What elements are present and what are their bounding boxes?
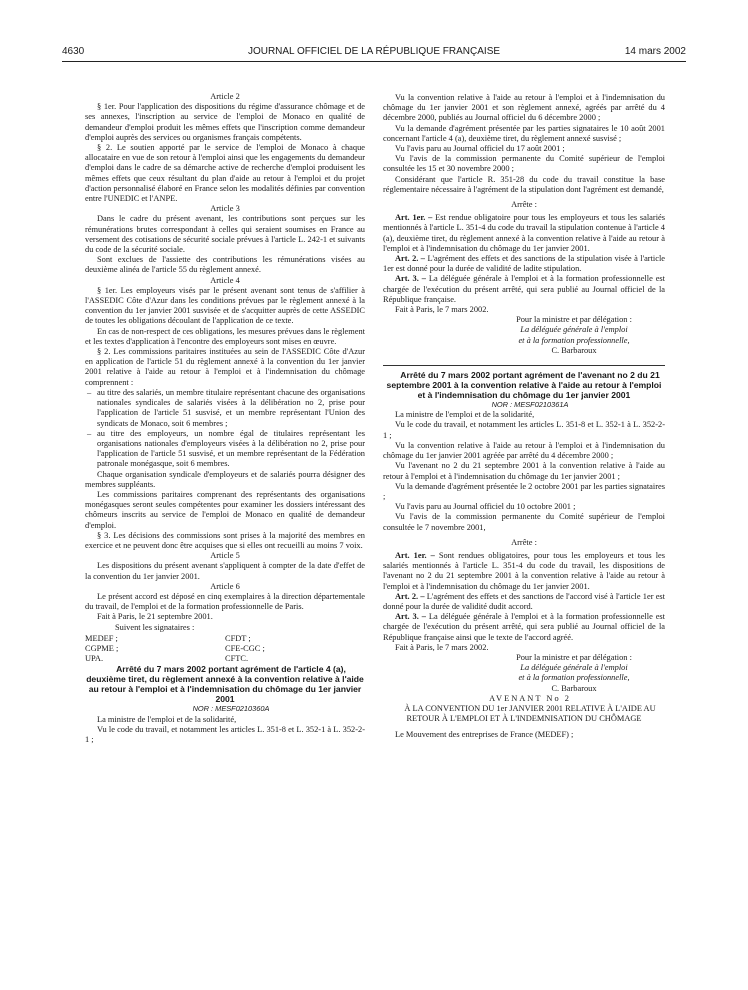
paragraph: Les dispositions du présent avenant s'appliquent à compter de la date d'effet de la convention du 1er janvier 2001. (85, 561, 365, 581)
paragraph: Vu la demande d'agrément présentée par les parties signataires le 10 août 2001 concernant l'article 4 (a), deuxième tiret, du règlement annexé susvisé ; (383, 123, 665, 143)
signatory: CFE-CGC ; (225, 643, 265, 653)
paragraph: Fait à Paris, le 7 mars 2002. (395, 642, 489, 652)
article-paragraph: Art. 3. – La déléguée générale à l'emploi et à la formation professionnelle est chargée de l'exécution du présent arrêté, qui sera publié au Journal officiel de la République française. (383, 274, 665, 304)
arrete-label: Arrête : (511, 200, 537, 210)
paragraph: Le présent accord est déposé en cinq exemplaires à la direction départementale du travail, de l'emploi et de la formation professionnelle de Paris. (85, 591, 365, 612)
paragraph: La ministre de l'emploi et de la solidarité, (97, 714, 237, 724)
list-item: – au titre des employeurs, un nombre égal de titulaires représentant les organisations nationales d'employeurs visées à la délibération no 2, prise pour l'application de l'article 51 susvisé, et un membre représentant de la Fédération patronale monégasque, soit 6 membres. (85, 429, 365, 470)
article-paragraph: Art. 1er. – Est rendue obligatoire pour tous les employeurs et tous les salariés mentionnés à l'article L. 351-4 du code du travail la stipulation contenue à l'article 4 (a), deuxième tiret, du règlement annexé à la convention relative à l'aide au retour à l'emploi et à l'indemnisation du chômage du 1er janvier 2001. (383, 213, 665, 253)
paragraph: Suivent les signataires : (115, 622, 195, 632)
header-rule (62, 61, 686, 62)
paragraph: Vu le code du travail, et notamment les articles L. 351-8 et L. 352-1 à L. 352-2-1 ; (383, 420, 665, 440)
nor-reference: NOR : MESF0210361A (491, 400, 569, 410)
avenant-caption: À LA CONVENTION DU 1er JANVIER 2001 RELATIVE À L'AIDE AU RETOUR À L'EMPLOI ET À L'INDEMNISATION DU CHÔMAGE (404, 703, 656, 724)
paragraph: Vu la demande d'agrément présentée le 2 octobre 2001 par les parties signataires ; (383, 481, 665, 501)
paragraph: Vu l'avis paru au Journal officiel du 17 août 2001 ; (395, 144, 565, 154)
paragraph: § 3. Les décisions des commissions sont prises à la majorité des membres en exercice et ne peuvent donc être acquises que si elles ont recueilli au moins 7 voix. (85, 530, 365, 550)
paragraph: La ministre de l'emploi et de la solidarité, (395, 410, 535, 420)
paragraph: Chaque organisation syndicale d'employeurs et de salariés pourra désigner des membres suppléants. (85, 469, 365, 489)
paragraph: Fait à Paris, le 21 septembre 2001. (97, 612, 213, 622)
paragraph: Vu la convention relative à l'aide au retour à l'emploi et à l'indemnisation du chômage du 1er janvier 2001 agréée par arrêté du 4 décembre 2000 ; (383, 440, 665, 461)
signatory: CFTC. (225, 654, 249, 664)
signatory: MEDEF ; (85, 633, 118, 643)
paragraph: Vu l'avis paru au Journal officiel du 10 octobre 2001 ; (395, 502, 576, 512)
arrete-label: Arrête : (511, 537, 537, 547)
section-rule (383, 365, 665, 366)
paragraph: Fait à Paris, le 7 mars 2002. (395, 305, 489, 315)
signatory: CFDT ; (225, 633, 251, 643)
paragraph: Vu l'avis de la commission permanente du Comité supérieur de l'emploi consultée le 7 novembre 2001, (383, 512, 665, 532)
paragraph: § 1er. Pour l'application des dispositions du régime d'assurance chômage et de ses annexes, l'inscription au service de l'emploi de Monaco en qualité de demandeur d'emploi produit les mêmes effets que l'inscription comme demandeur d'emploi auprès des services ou organismes français compétents. (85, 102, 365, 142)
article-heading: Article 5 (210, 551, 240, 561)
member-list (85, 388, 365, 470)
list-item: – au titre des salariés, un membre titulaire représentant chacune des organisations nationales syndicales de salariés visées à la délibération no 2, prise pour l'application de l'article 51 susvisé, et un membre représentant l'Union des syndicats de Monaco, soit 6 membres ; (85, 388, 365, 429)
paragraph: § 2. Les commissions paritaires instituées au sein de l'ASSEDIC Côte d'Azur en application de l'article 51 du règlement annexé à la convention du 1er janvier 2001 relative à l'aide au retour à l'emploi et à l'indemnisation du chômage comprennent : (85, 347, 365, 387)
article-heading: Article 3 (210, 204, 240, 214)
paragraph: Vu le code du travail, et notamment les articles L. 351-8 et L. 352-1 à L. 352-2-1 ; (85, 724, 365, 744)
decree-title: Arrêté du 7 mars 2002 portant agrément de l'article 4 (a), deuxième tiret, du règlement annexé à la convention relative à l'aide au retour à l'emploi et à l'indemnisation du chômage du 1er janvier 2001 (86, 664, 364, 705)
signatory: CGPME ; (85, 643, 119, 653)
page-header (62, 46, 686, 60)
paragraph: Considérant que l'article R. 351-28 du code du travail constitue la base réglementaire nécessaire à l'agrément de la stipulation dont l'agrément est demandé, (383, 174, 665, 194)
paragraph: Vu l'avis de la commission permanente du Comité supérieur de l'emploi consultée les 15 et 30 novembre 2000 ; (383, 154, 665, 174)
issue-date: 14 mars 2002 (624, 46, 686, 57)
left-column (85, 92, 365, 745)
paragraph: Sont exclues de l'assiette des contributions les rémunérations visées au deuxième alinéa de l'article 55 du règlement annexé. (85, 255, 365, 275)
article-paragraph: Art. 3. – La déléguée générale à l'emploi et à la formation professionnelle est chargée de l'exécution du présent arrêté, qui sera publié au Journal officiel de la République française ainsi que le texte de l'accord agréé. (383, 612, 665, 642)
paragraph: Vu l'avenant no 2 du 21 septembre 2001 à la convention relative à l'aide au retour à l'emploi et à l'indemnisation du chômage du 1er janvier 2001 ; (383, 461, 665, 481)
article-heading: Article 6 (210, 581, 240, 591)
right-column (383, 93, 665, 741)
signature-block: Pour la ministre et par délégation : La déléguée générale à l'emploi et à la formation professionnelle, C. Barbaroux (516, 652, 632, 693)
signatory: UPA. (85, 654, 104, 664)
signature-block: Pour la ministre et par délégation : La déléguée générale à l'emploi et à la formation professionnelle, C. Barbaroux (516, 315, 632, 355)
paragraph: Dans le cadre du présent avenant, les contributions sont perçues sur les rémunérations brutes correspondant à celles qui seraient soumises en France au versement des cotisations de sécurité sociale prévues à l'article L. 242-1 et suivants du code de la sécurité sociale. (85, 214, 365, 255)
paragraph: Le Mouvement des entreprises de France (MEDEF) ; (395, 730, 574, 740)
nor-reference: NOR : MESF0210360A (192, 704, 270, 714)
paragraph: En cas de non-respect de ces obligations, les mesures prévues dans le règlement et les textes d'application à l'encontre des employeurs sont mises en œuvre. (85, 326, 365, 346)
article-paragraph: Art. 2. – L'agrément des effets et des sanctions de l'accord visé à l'article 1er est donné pour la durée de validité dudit accord. (383, 591, 665, 611)
decree-title: Arrêté du 7 mars 2002 portant agrément de l'avenant no 2 du 21 septembre 2001 à la convention relative à l'aide au retour à l'emploi et à l'indemnisation du chômage du 1er janvier 2001 (386, 370, 662, 401)
article-paragraph: Art. 2. – L'agrément des effets et des sanctions de la stipulation visée à l'article 1er est donné pour la durée de validité de ladite stipulation. (383, 254, 665, 274)
article-heading: Article 4 (210, 275, 240, 285)
paragraph: Vu la convention relative à l'aide au retour à l'emploi et à l'indemnisation du chômage du 1er janvier 2001 et son règlement annexé, agréés par arrêté du 4 décembre 2000, publiés au Journal officiel du 6 décembre 2000 ; (383, 93, 665, 123)
signatories-list (85, 634, 365, 665)
paragraph: Les commissions paritaires comprenant des représentants des organisations monégasques seront seules compétentes pour examiner les dossiers intéressant des chômeurs inscrits au service de l'emploi de Monaco en qualité de demandeur d'emploi. (85, 489, 365, 530)
page-number: 4630 (62, 46, 85, 57)
avenant-heading: AVENANT No 2 (489, 693, 571, 703)
journal-title: JOURNAL OFFICIEL DE LA RÉPUBLIQUE FRANÇAISE (247, 46, 501, 57)
article-paragraph: Art. 1er. – Sont rendues obligatoires, pour tous les employeurs et tous les salariés mentionnés à l'article L. 351-4 du code du travail, les dispositions de l'avenant no 2 du 21 septembre 2001 à la convention relative à l'aide au retour à l'emploi et à l'indemnisation du chômage du 1er janvier 2001. (383, 550, 665, 591)
paragraph: § 1er. Les employeurs visés par le présent avenant sont tenus de s'affilier à l'ASSEDIC Côte d'Azur dans les conditions prévues par le règlement annexé à la convention du 1er janvier 2001 susvisée et de s'acquitter auprès de cette ASSEDIC de toutes les obligations découlant de l'application de ce texte. (85, 285, 365, 326)
paragraph: § 2. Le soutien apporté par le service de l'emploi de Monaco à chaque allocataire en vue de son retour à l'emploi ainsi que les engagements du demandeur d'emploi dans le cadre de sa démarche active de recherche d'emploi produisent les mêmes effets que ceux résultant du plan d'aide au retour à l'emploi et du projet d'action personnalisé élaboré en France selon les modalités définies par convention entre l'UNEDIC et l'ANPE. (85, 143, 365, 204)
article-heading: Article 2 (210, 92, 240, 101)
